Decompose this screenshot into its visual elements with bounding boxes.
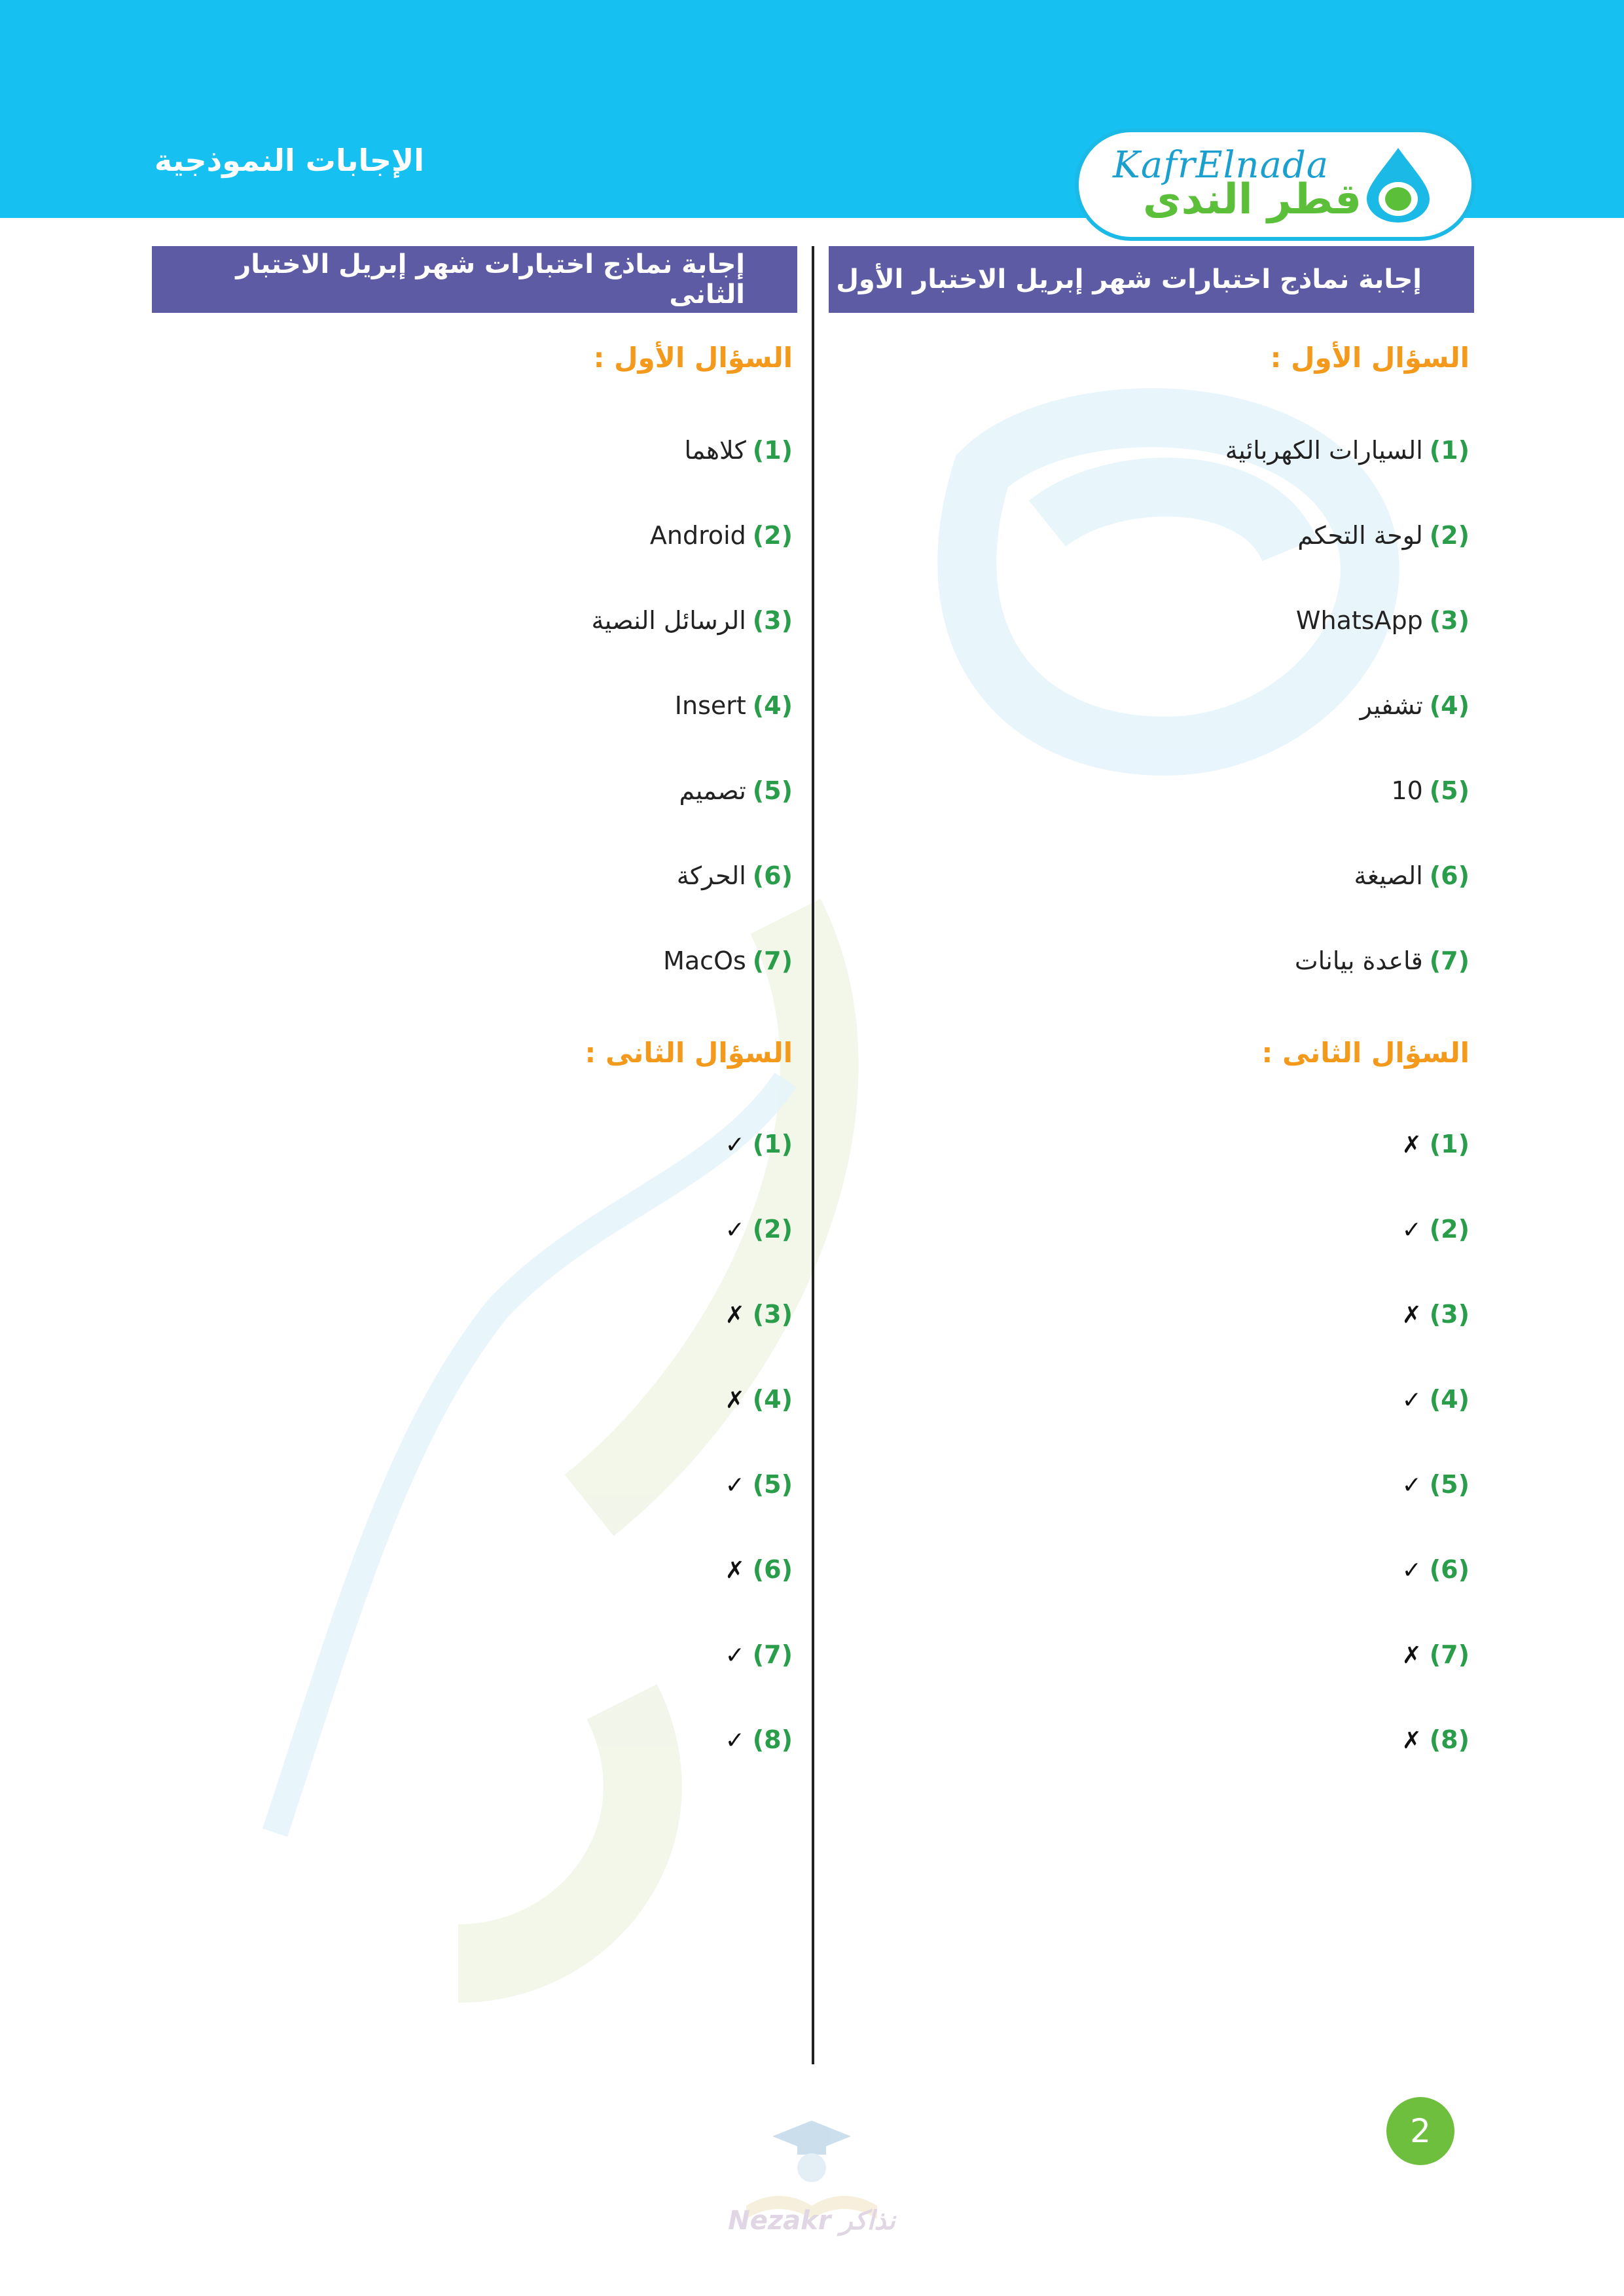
answer-mark-icon: ✓ bbox=[725, 1132, 745, 1158]
brand-logo-latin: KafrElnada bbox=[1113, 144, 1329, 187]
list-item: (6)الحركة bbox=[676, 861, 793, 890]
list-item: (4)تشفير bbox=[1360, 691, 1470, 720]
list-item: (5)✓ bbox=[1401, 1470, 1470, 1499]
answer-mark-icon: ✗ bbox=[1401, 1132, 1422, 1158]
question-2-title: السؤال الثانى : bbox=[1261, 1037, 1470, 1069]
answer-mark-icon: ✗ bbox=[725, 1557, 745, 1584]
list-item: (5)✓ bbox=[725, 1470, 793, 1499]
column-header-test-1: إجابة نماذج اختبارات شهر إبريل الاختبار الأول bbox=[829, 246, 1474, 313]
question-2-title: السؤال الثانى : bbox=[585, 1037, 793, 1069]
list-item: (1)السيارات الكهربائية bbox=[1225, 436, 1470, 465]
list-item: (5)10 bbox=[1391, 776, 1470, 805]
answer-mark-icon: ✗ bbox=[1401, 1642, 1422, 1669]
list-item: (3)WhatsApp bbox=[1295, 606, 1470, 635]
list-item: (3)✗ bbox=[725, 1300, 793, 1329]
answer-mark-icon: ✓ bbox=[1401, 1387, 1422, 1414]
page-title: الإجابات النموذجية bbox=[154, 143, 424, 178]
question-1-title: السؤال الأول : bbox=[1270, 342, 1470, 374]
list-item: (8)✗ bbox=[1401, 1725, 1470, 1754]
column-divider bbox=[812, 246, 814, 2064]
list-item: (4)✗ bbox=[725, 1385, 793, 1414]
list-item: (2)Android bbox=[649, 521, 793, 550]
footer-brand: Nezakr نذاكر bbox=[728, 2206, 895, 2236]
answer-mark-icon: ✗ bbox=[725, 1302, 745, 1329]
answer-mark-icon: ✓ bbox=[725, 1727, 745, 1754]
list-item: (3)✗ bbox=[1401, 1300, 1470, 1329]
list-item: (3)الرسائل النصية bbox=[591, 606, 793, 635]
list-item: (6)✗ bbox=[725, 1555, 793, 1584]
question-1-title: السؤال الأول : bbox=[593, 342, 793, 374]
list-item: (4)✓ bbox=[1401, 1385, 1470, 1414]
list-item: (5)تصميم bbox=[679, 776, 793, 805]
list-item: (7)قاعدة بيانات bbox=[1294, 946, 1470, 975]
list-item: (2)✓ bbox=[1401, 1215, 1470, 1244]
page-number-badge: 2 bbox=[1386, 2097, 1454, 2165]
answer-mark-icon: ✗ bbox=[1401, 1727, 1422, 1754]
list-item: (7)✗ bbox=[1401, 1640, 1470, 1669]
answer-mark-icon: ✓ bbox=[1401, 1557, 1422, 1584]
column-header-test-2: إجابة نماذج اختبارات شهر إبريل الاختبار الثانى bbox=[152, 246, 797, 313]
answer-mark-icon: ✗ bbox=[1401, 1302, 1422, 1329]
list-item: (7)✓ bbox=[725, 1640, 793, 1669]
water-drop-icon bbox=[1362, 145, 1435, 224]
answer-mark-icon: ✓ bbox=[725, 1217, 745, 1244]
list-item: (2)✓ bbox=[725, 1215, 793, 1244]
list-item: (2)لوحة التحكم bbox=[1297, 521, 1470, 550]
list-item: (4)Insert bbox=[674, 691, 793, 720]
brand-logo-arabic: قطر الندى bbox=[1142, 175, 1362, 224]
list-item: (1)✗ bbox=[1401, 1130, 1470, 1158]
list-item: (1)✓ bbox=[725, 1130, 793, 1158]
list-item: (7)MacOs bbox=[663, 946, 793, 975]
list-item: (1)كلاهما bbox=[684, 436, 793, 465]
answer-mark-icon: ✓ bbox=[1401, 1217, 1422, 1244]
list-item: (6)الصيغة bbox=[1354, 861, 1470, 890]
answer-mark-icon: ✓ bbox=[1401, 1472, 1422, 1499]
answer-mark-icon: ✓ bbox=[725, 1642, 745, 1669]
list-item: (6)✓ bbox=[1401, 1555, 1470, 1584]
answer-mark-icon: ✗ bbox=[725, 1387, 745, 1414]
answer-mark-icon: ✓ bbox=[725, 1472, 745, 1499]
list-item: (8)✓ bbox=[725, 1725, 793, 1754]
